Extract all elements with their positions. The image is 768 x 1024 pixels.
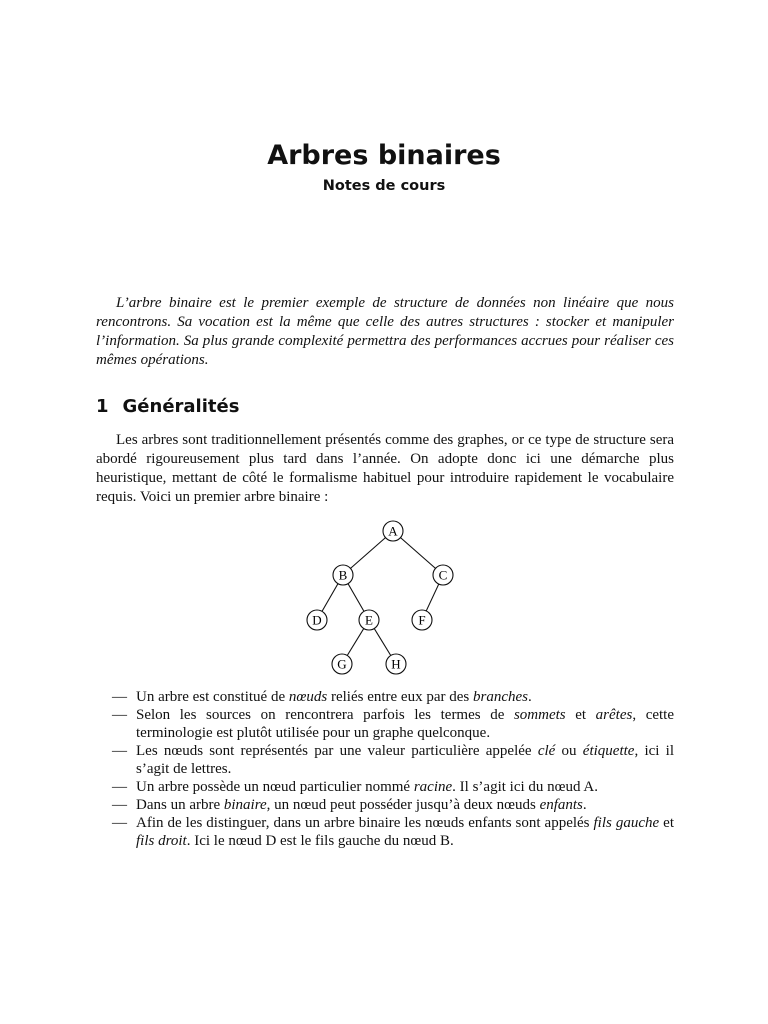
tree-node-label-E: E [365, 612, 373, 628]
bullet-text: . [582, 797, 587, 813]
bullet-text: Un arbre possède un nœud particulier nommé [136, 779, 414, 795]
bullet-text: . Ici le nœud D est le fils gauche du nœud B. [186, 833, 454, 849]
emphasized-term: fils droit [136, 833, 187, 849]
bullet-text: . [528, 689, 532, 705]
bullet-text: Selon les sources on rencontrera parfois les termes de [136, 707, 514, 723]
bullet-item [112, 742, 674, 778]
bullet-text: , un nœud peut posséder jusqu’à deux nœuds [266, 797, 540, 813]
bullet-text: et [565, 707, 596, 723]
emphasized-term: racine [413, 779, 453, 795]
tree-node-label-G: G [337, 656, 347, 672]
bullet-text: et [659, 815, 674, 831]
bullet-marker: — [112, 743, 127, 759]
bullet-item [112, 688, 674, 706]
bullet-text: . Il s’agit ici du nœud A. [452, 779, 598, 795]
emphasized-term: clé [537, 743, 556, 759]
tree-edge-C-F [426, 584, 439, 611]
bullet-text: ou [555, 743, 583, 759]
intro-paragraph: Les arbres sont traditionnellement présentés comme des graphes, or ce type de structure sera abordé rigoureusement plus tard dans l’année. On adopte donc ici une démarche plus heuristique, mettant de côté le formalisme habituel pour introduire rapidement le vocabulaire requis. Voici un premier arbre binaire : [96, 432, 674, 505]
tree-edge-B-E [348, 584, 364, 612]
emphasized-term: binaire [223, 797, 267, 813]
bullet-item [112, 796, 674, 814]
bullet-marker: — [112, 689, 127, 705]
emphasized-term: arêtes [595, 707, 633, 723]
bullet-text: reliés entre eux par des [327, 689, 473, 705]
tree-node-label-B: B [338, 567, 348, 583]
bullet-item [112, 814, 674, 850]
document-subtitle: Notes de cours [322, 178, 446, 194]
tree-edge-B-D [322, 584, 338, 612]
tree-node-label-C: C [438, 567, 448, 583]
emphasized-term: fils gauche [593, 815, 660, 831]
bullet-text: , ici il s’agit de lettres. [136, 743, 675, 777]
tree-edge-A-C [401, 538, 436, 569]
tree-node-label-A: A [388, 523, 398, 539]
tree-node-label-D: D [312, 612, 322, 628]
emphasized-term: nœuds [288, 689, 328, 705]
tree-node-label-H: H [391, 656, 401, 672]
bullet-marker: — [112, 707, 127, 723]
bullet-marker: — [112, 797, 127, 813]
emphasized-term: branches [473, 689, 528, 705]
bullet-text: Dans un arbre [136, 797, 224, 813]
emphasized-term: enfants [539, 797, 583, 813]
bullet-item [112, 706, 674, 742]
emphasized-term: étiquette [582, 743, 635, 759]
tree-edge-E-G [347, 629, 364, 656]
bullet-text: , cette terminologie est plutôt utilisée pour un graphe quelconque. [136, 707, 675, 741]
tree-node-label-F: F [418, 612, 426, 628]
bullet-text: Afin de les distinguer, dans un arbre binaire les nœuds enfants sont appelés [136, 815, 594, 831]
bullet-marker: — [112, 779, 127, 795]
emphasized-term: sommets [513, 707, 566, 723]
bullet-text: Un arbre est constitué de [136, 689, 289, 705]
section-number: 1 [96, 396, 109, 417]
bullet-marker: — [112, 815, 127, 831]
section-title: Généralités [122, 396, 240, 417]
abstract: L’arbre binaire est le premier exemple de structure de données non linéaire que nous rencontrons. Sa vocation est la même que celle des autres structures : stocker et manipuler l’information. Sa plus grande complexité permettra des performances accrues pour réaliser ces mêmes opérations. [96, 295, 674, 368]
bullet-item [112, 778, 674, 796]
tree-edge-E-H [374, 629, 391, 656]
tree-edge-A-B [351, 538, 386, 569]
bullet-text: Les nœuds sont représentés par une valeur particulière appelée [136, 743, 538, 759]
bullet-list [112, 688, 674, 850]
document-title: Arbres binaires [267, 140, 501, 171]
